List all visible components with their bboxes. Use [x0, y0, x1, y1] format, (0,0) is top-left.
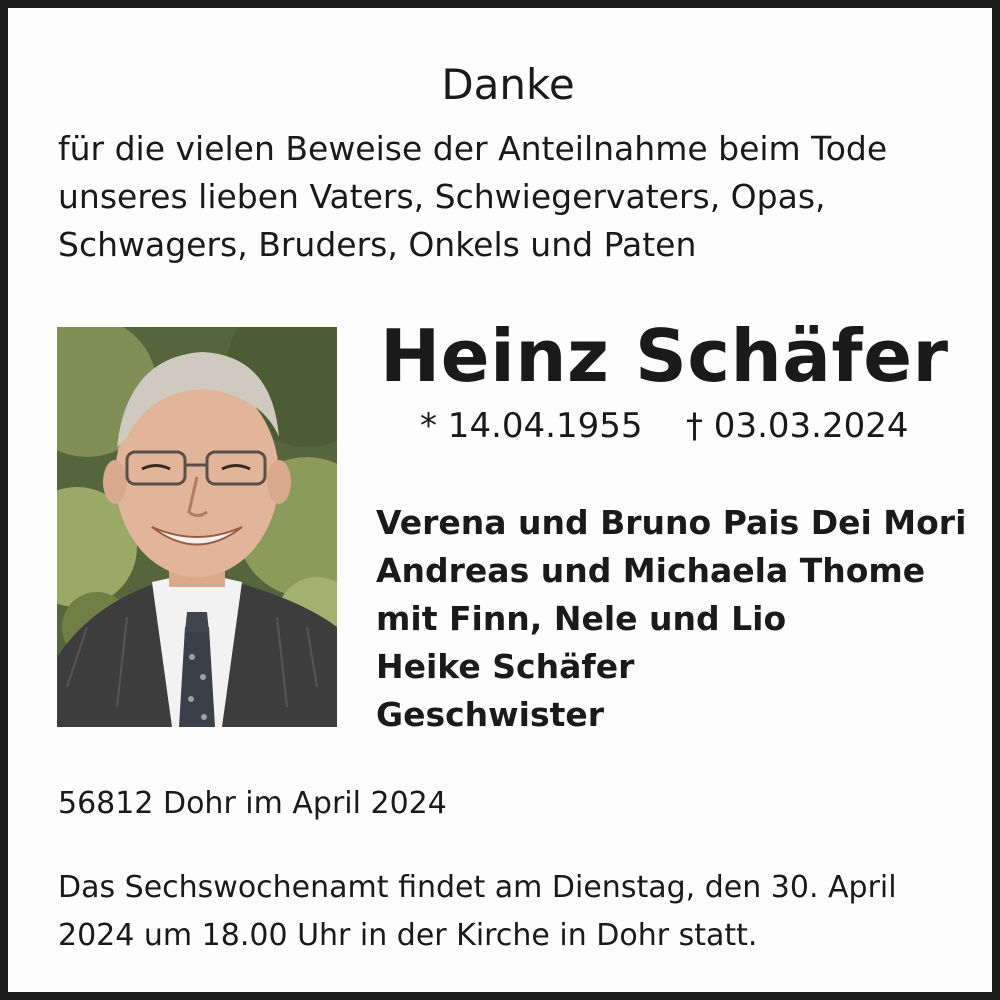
- deceased-name: Heinz Schäfer: [380, 314, 949, 398]
- service-note-line-1: Das Sechswochenamt findet am Dienstag, den 30. April: [58, 870, 897, 905]
- mourner-line: Andreas und Michaela Thome: [376, 551, 926, 590]
- mourner-line: mit Finn, Nele und Lio: [376, 599, 787, 638]
- intro-line-2: unseres lieben Vaters, Schwiegervaters, Opas,: [58, 177, 826, 216]
- portrait-photo: [57, 327, 337, 727]
- birth-date: * 14.04.1955: [420, 406, 643, 446]
- intro-line-3: Schwagers, Bruders, Onkels und Paten: [58, 225, 697, 264]
- mourner-line: Heike Schäfer: [376, 647, 635, 686]
- intro-line-1: für die vielen Beweise der Anteilnahme beim Tode: [58, 129, 888, 168]
- heading: Danke: [441, 60, 575, 109]
- death-date: † 03.03.2024: [686, 406, 909, 446]
- place-and-date: 56812 Dohr im April 2024: [58, 786, 447, 821]
- mourner-line: Verena und Bruno Pais Dei Mori: [376, 503, 967, 542]
- service-note-line-2: 2024 um 18.00 Uhr in der Kirche in Dohr statt.: [58, 918, 758, 953]
- mourner-line: Geschwister: [376, 695, 605, 734]
